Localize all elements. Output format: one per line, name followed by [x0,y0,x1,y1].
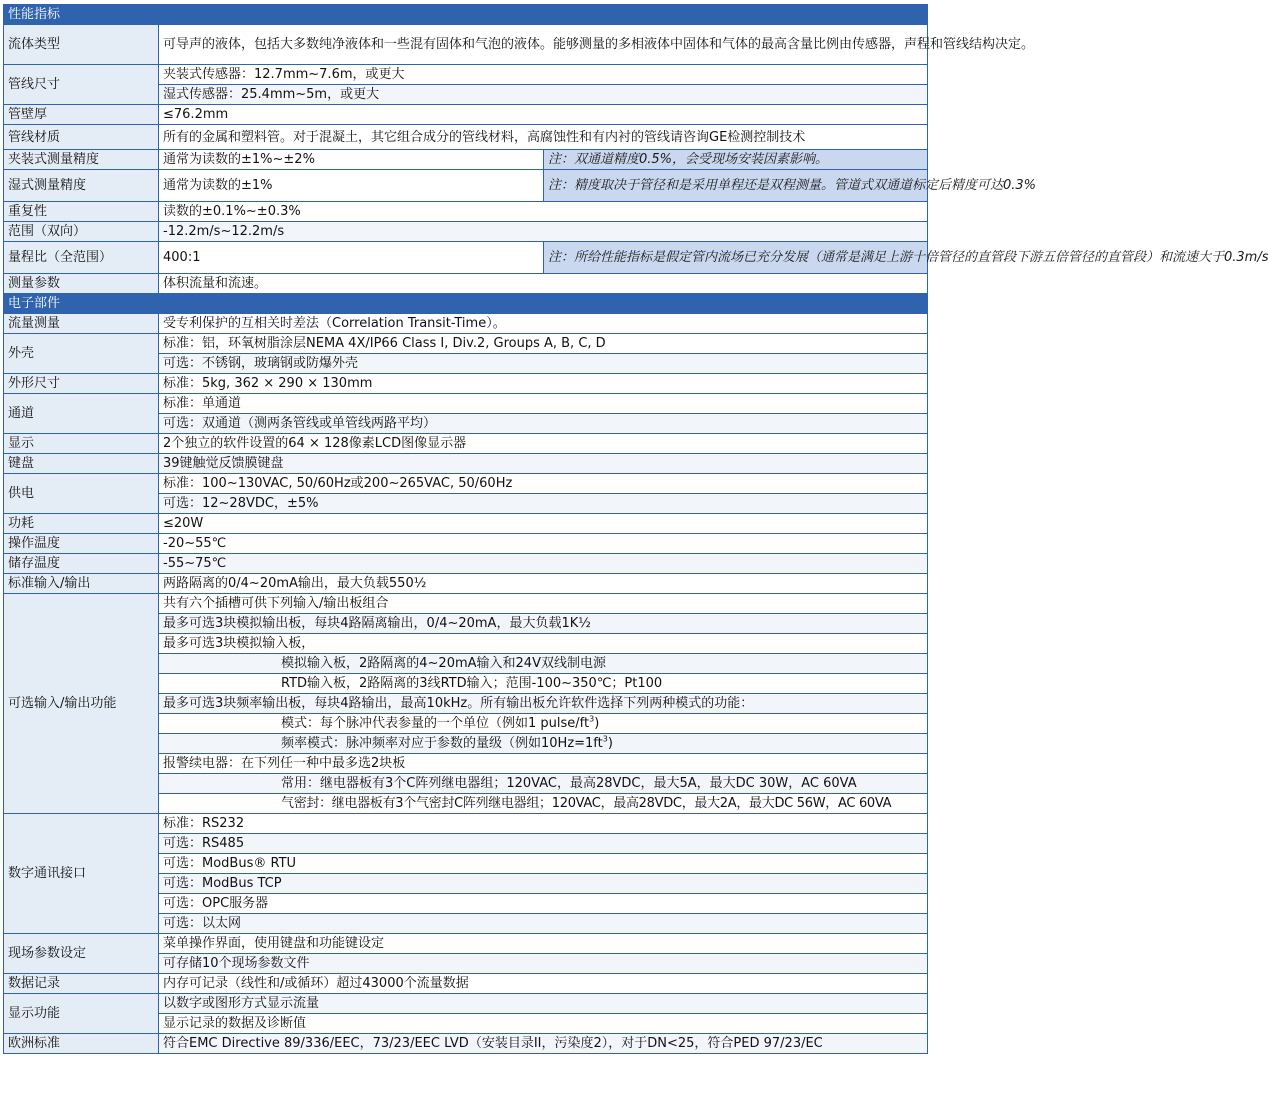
value-keypad: 39键触觉反馈膜键盘 [159,454,928,474]
optional-io-line: 常用：继电器板有3个C阵列继电器组；120VAC，最高28VDC，最大5A，最大DC 30W，AC 60VA [159,774,928,794]
value-dimensions: 标准：5kg, 362 × 290 × 130mm [159,374,928,394]
value-pipe-material: 所有的金属和塑料管。对于混凝土，其它组合成分的管线材料，高腐蚀性和有内衬的管线请咨询GE检测控制技术 [159,125,928,150]
comm-option: 可选：ModBus TCP [159,874,928,894]
row-label-consumption: 功耗 [4,514,159,534]
value-data-logging: 内存可记录（线性和/或循环）超过43000个流量数据 [159,974,928,994]
row-label-data-logging: 数据记录 [4,974,159,994]
optional-io-line: 最多可选3块频率输出板，每块4路输出，最高10kHz。所有输出板允许软件选择下列两种模式的功能： [159,694,928,714]
spec-table [3,4,1269,1054]
close-paren: ) [607,736,613,751]
value-enclosure-optional: 可选：不锈钢，玻璃钢或防爆外壳 [159,354,928,374]
row-label-wetted-accuracy: 湿式测量精度 [4,170,159,202]
optional-io-line: 最多可选3块模拟输入板， [159,634,928,654]
value-site-setup-menu: 菜单操作界面，使用键盘和功能键设定 [159,934,928,954]
value-display-functions-diag: 显示记录的数据及诊断值 [159,1014,928,1034]
value-display: 2个独立的软件设置的64 × 128像素LCD图像显示器 [159,434,928,454]
value-fluid-type: 可导声的液体，包括大多数纯净液体和一些混有固体和气泡的液体。能够测量的多相液体中固体和气体的最高含量比例由传感器，声程和管线结构决定。 [159,25,928,65]
row-label-wall-thickness: 管壁厚 [4,105,159,125]
optional-io-line: 模拟输入板，2路隔离的4~20mA输入和24V双线制电源 [159,654,928,674]
row-label-enclosure: 外壳 [4,334,159,374]
section-header-electronics: 电子部件 [4,294,928,314]
row-label-repeatability: 重复性 [4,202,159,222]
row-label-standard-io: 标准输入/输出 [4,574,159,594]
value-channels-standard: 标准：单通道 [159,394,928,414]
row-label-storage-temp: 储存温度 [4,554,159,574]
row-label-pipe-material: 管线材质 [4,125,159,150]
note-clamp-accuracy: 注：双通道精度0.5%，会受现场安装因素影响。 [544,150,928,170]
value-european-standards: 符合EMC Directive 89/336/EEC，73/23/EEC LVD（安装目录II，污染度2），对于DN<25，符合PED 97/23/EC [159,1034,928,1054]
superscript: 3 [589,714,595,724]
row-label-power: 供电 [4,474,159,514]
spec-sheet [3,4,1269,1054]
row-label-fluid-type: 流体类型 [4,25,159,65]
value-measured-params: 体积流量和流速。 [159,274,928,294]
row-label-digital-comm: 数字通讯接口 [4,814,159,934]
comm-option: 可选：以太网 [159,914,928,934]
value-clamp-accuracy: 通常为读数的±1%~±2% [159,150,544,170]
row-label-clamp-accuracy: 夹装式测量精度 [4,150,159,170]
optional-io-line [159,734,928,754]
value-consumption: ≤20W [159,514,928,534]
value-operating-temp: -20~55℃ [159,534,928,554]
value-pipe-size-clamp: 夹装式传感器：12.7mm~7.6m，或更大 [159,65,928,85]
optional-io-line: 共有六个插槽可供下列输入/输出板组合 [159,594,928,614]
value-turndown: 400:1 [159,242,544,274]
superscript: 3 [602,734,608,744]
row-label-european-standards: 欧洲标准 [4,1034,159,1054]
section-header-performance: 性能指标 [4,5,928,25]
comm-option: 可选：ModBus® RTU [159,854,928,874]
row-label-optional-io: 可选输入/输出功能 [4,594,159,814]
value-repeatability: 读数的±0.1%~±0.3% [159,202,928,222]
optional-io-frequency-mode: 频率模式：脉冲频率对应于参数的量级（例如10Hz=1ft [281,736,603,751]
row-label-display-functions: 显示功能 [4,994,159,1034]
value-site-setup-files: 可存储10个现场参数文件 [159,954,928,974]
row-label-site-setup: 现场参数设定 [4,934,159,974]
optional-io-line: RTD输入板，2路隔离的3线RTD输入；范围-100~350℃；Pt100 [159,674,928,694]
value-flow-measurement: 受专利保护的互相关时差法（Correlation Transit-Time）。 [159,314,928,334]
value-storage-temp: -55~75℃ [159,554,928,574]
optional-io-line: 最多可选3块模拟输出板，每块4路隔离输出，0/4~20mA，最大负载1K½ [159,614,928,634]
row-label-flow-measurement: 流量测量 [4,314,159,334]
row-label-keypad: 键盘 [4,454,159,474]
value-enclosure-standard: 标准：铝，环氧树脂涂层NEMA 4X/IP66 Class I, Div.2, Groups A, B, C, D [159,334,928,354]
row-label-display: 显示 [4,434,159,454]
value-wetted-accuracy: 通常为读数的±1% [159,170,544,202]
note-turndown: 注：所给性能指标是假定管内流场已充分发展（通常是满足上游十倍管径的直管段下游五倍管径的直管段）和流速大于0.3m/s [544,242,928,274]
row-label-measured-params: 测量参数 [4,274,159,294]
row-label-operating-temp: 操作温度 [4,534,159,554]
value-display-functions-flow: 以数字或图形方式显示流量 [159,994,928,1014]
value-range: -12.2m/s~12.2m/s [159,222,928,242]
value-wall-thickness: ≤76.2mm [159,105,928,125]
close-paren: ) [594,716,600,731]
value-channels-optional: 可选：双通道（测两条管线或单管线两路平均） [159,414,928,434]
comm-option: 可选：RS485 [159,834,928,854]
row-label-turndown: 量程比（全范围） [4,242,159,274]
row-label-pipe-size: 管线尺寸 [4,65,159,105]
comm-option: 标准：RS232 [159,814,928,834]
row-label-channels: 通道 [4,394,159,434]
comm-option: 可选：OPC服务器 [159,894,928,914]
value-pipe-size-wetted: 湿式传感器：25.4mm~5m，或更大 [159,85,928,105]
value-power-optional: 可选：12~28VDC，±5% [159,494,928,514]
optional-io-line [159,714,928,734]
optional-io-line: 气密封：继电器板有3个气密封C阵列继电器组；120VAC，最高28VDC，最大2A，最大DC 56W，AC 60VA [159,794,928,814]
value-standard-io: 两路隔离的0/4~20mA输出，最大负载550½ [159,574,928,594]
row-label-dimensions: 外形尺寸 [4,374,159,394]
row-label-range: 范围（双向） [4,222,159,242]
optional-io-line: 报警续电器：在下列任一种中最多选2块板 [159,754,928,774]
value-power-standard: 标准：100~130VAC, 50/60Hz或200~265VAC, 50/60Hz [159,474,928,494]
note-wetted-accuracy: 注：精度取决于管径和是采用单程还是双程测量。管道式双通道标定后精度可达0.3% [544,170,928,202]
optional-io-pulse-mode: 模式：每个脉冲代表参量的一个单位（例如1 pulse/ft [281,716,590,731]
